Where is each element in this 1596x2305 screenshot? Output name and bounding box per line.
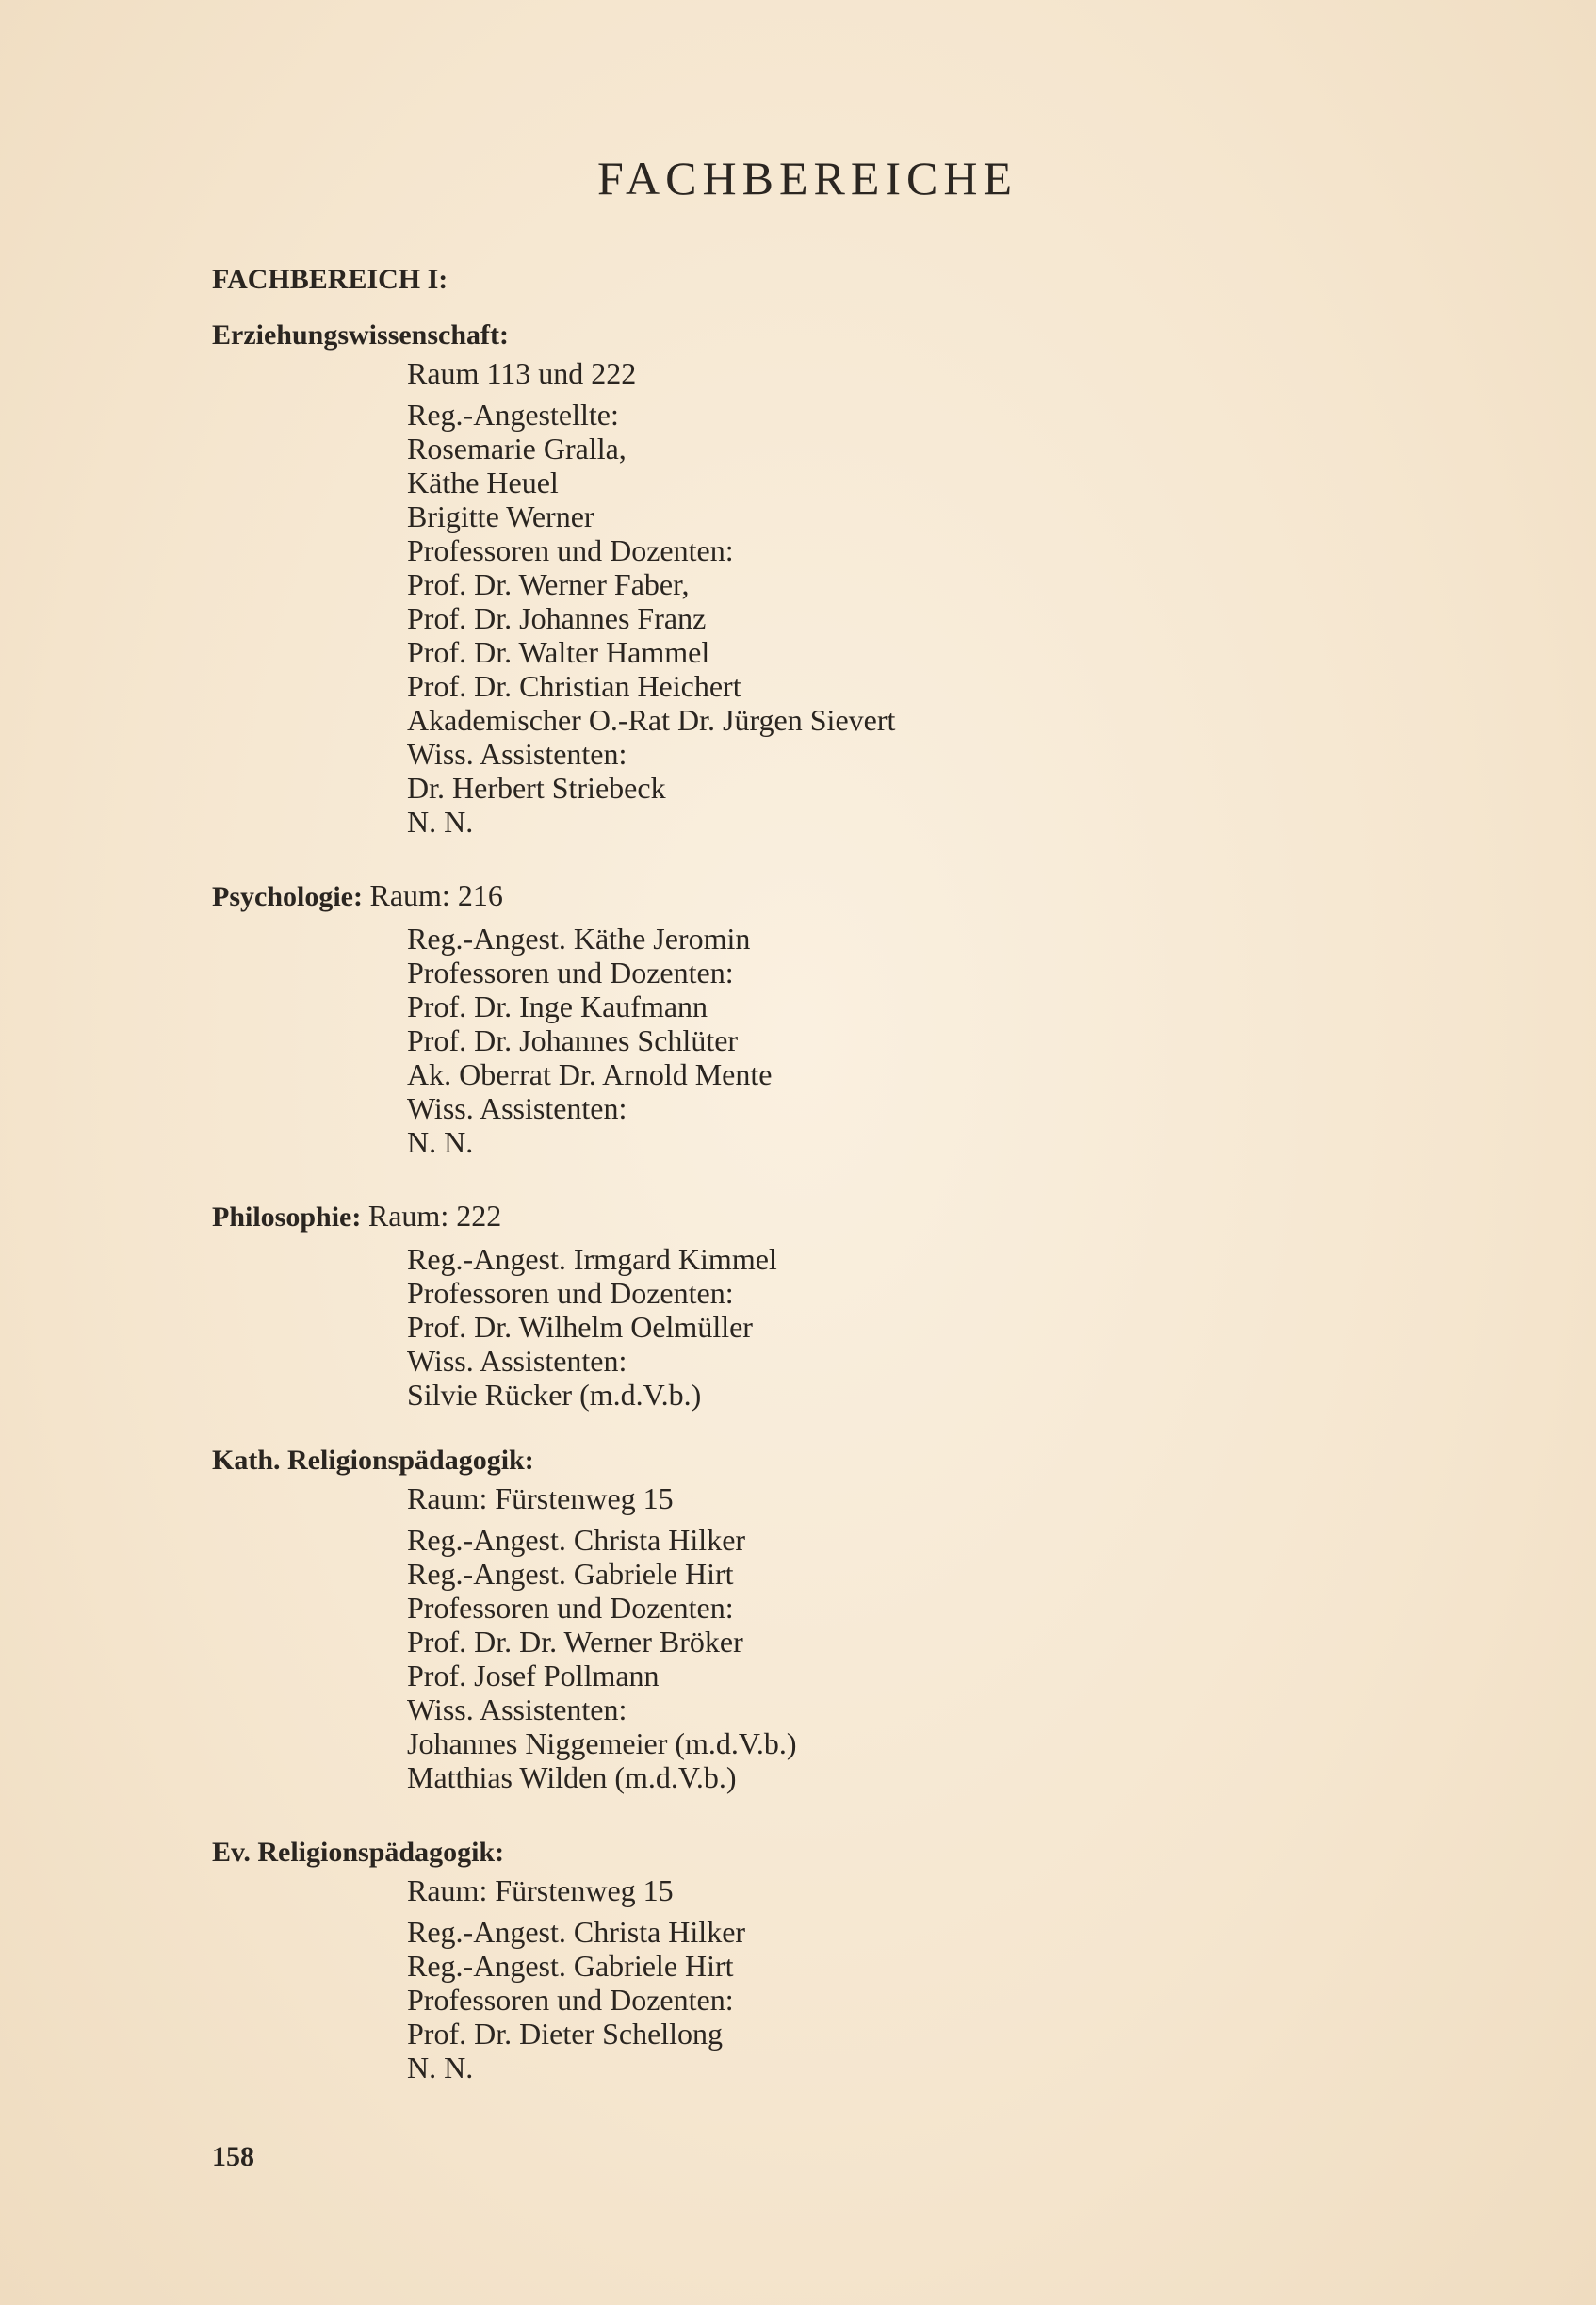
room-line: Raum 113 und 222 [407, 356, 637, 390]
section-psychologie [212, 878, 1437, 1159]
section-heading: Philosophie: [212, 1202, 362, 1233]
page-title: FACHBEREICHE [596, 152, 1018, 204]
professors-label: Professoren und Dozenten: [407, 1983, 734, 2017]
section-kath-religionspaedagogik [212, 1444, 1437, 1794]
room-line: Raum: 216 [369, 878, 503, 912]
section-ev-religionspaedagogik [212, 1836, 1437, 2084]
assistant-name: Matthias Wilden (m.d.V.b.) [407, 1760, 737, 1794]
room-line: Raum: Fürstenweg 15 [407, 1481, 674, 1515]
staff-name: Rosemarie Gralla, [407, 432, 627, 466]
section-heading-row [212, 1199, 1437, 1234]
section-heading: Psychologie: [212, 881, 363, 912]
assistants-label: Wiss. Assistenten: [407, 1091, 627, 1125]
professor-name: Prof. Dr. Walter Hammel [407, 635, 710, 669]
assistant-name: Johannes Niggemeier (m.d.V.b.) [407, 1726, 797, 1760]
professor-name: Prof. Dr. Dieter Schellong [407, 2017, 724, 2051]
staff-label: Reg.-Angestellte: [407, 398, 619, 432]
professors-label: Professoren und Dozenten: [407, 1591, 734, 1625]
page-number: 158 [212, 2141, 254, 2172]
assistant-name: Dr. Herbert Striebeck [407, 771, 666, 805]
section-erziehungswissenschaft [212, 319, 1437, 839]
professor-name: Prof. Dr. Dr. Werner Bröker [407, 1625, 743, 1659]
assistants-label: Wiss. Assistenten: [407, 1344, 627, 1378]
professor-name: Ak. Oberrat Dr. Arnold Mente [407, 1057, 773, 1091]
professor-name: Prof. Dr. Inge Kaufmann [407, 989, 708, 1023]
section-philosophie [212, 1199, 1437, 1412]
professors-label: Professoren und Dozenten: [407, 956, 734, 989]
staff-name: Brigitte Werner [407, 499, 594, 533]
assistants-label: Wiss. Assistenten: [407, 737, 627, 771]
section-heading-row [212, 878, 1437, 914]
staff-name: Reg.-Angest. Irmgard Kimmel [407, 1242, 777, 1276]
professor-name: N. N. [407, 2051, 474, 2084]
professor-name: Prof. Dr. Christian Heichert [407, 669, 741, 703]
staff-name: Reg.-Angest. Käthe Jeromin [407, 922, 751, 956]
professor-name: Prof. Dr. Johannes Schlüter [407, 1023, 739, 1057]
staff-name: Reg.-Angest. Christa Hilker [407, 1523, 746, 1557]
assistant-name: N. N. [407, 1125, 474, 1159]
staff-name: Käthe Heuel [407, 466, 559, 499]
section-heading: Erziehungswissenschaft: [212, 319, 510, 351]
room-line: Raum: Fürstenweg 15 [407, 1873, 674, 1907]
staff-name: Reg.-Angest. Christa Hilker [407, 1915, 746, 1949]
professor-name: Prof. Josef Pollmann [407, 1659, 660, 1692]
professor-name: Prof. Dr. Johannes Franz [407, 601, 707, 635]
section-heading: Kath. Religionspädagogik: [212, 1445, 534, 1476]
staff-name: Reg.-Angest. Gabriele Hirt [407, 1949, 734, 1983]
professor-name: Prof. Dr. Wilhelm Oelmüller [407, 1310, 753, 1344]
professor-name: Prof. Dr. Werner Faber, [407, 567, 690, 601]
assistant-name: Silvie Rücker (m.d.V.b.) [407, 1378, 702, 1412]
room-line: Raum: 222 [367, 1199, 502, 1233]
assistants-label: Wiss. Assistenten: [407, 1692, 627, 1726]
professors-label: Professoren und Dozenten: [407, 1276, 734, 1310]
assistant-name: N. N. [407, 805, 474, 839]
professor-name: Akademischer O.-Rat Dr. Jürgen Sievert [407, 703, 896, 737]
section-heading: Ev. Religionspädagogik: [212, 1837, 505, 1868]
fachbereich-heading: FACHBEREICH I: [212, 264, 448, 295]
professors-label: Professoren und Dozenten: [407, 533, 734, 567]
staff-name: Reg.-Angest. Gabriele Hirt [407, 1557, 734, 1591]
